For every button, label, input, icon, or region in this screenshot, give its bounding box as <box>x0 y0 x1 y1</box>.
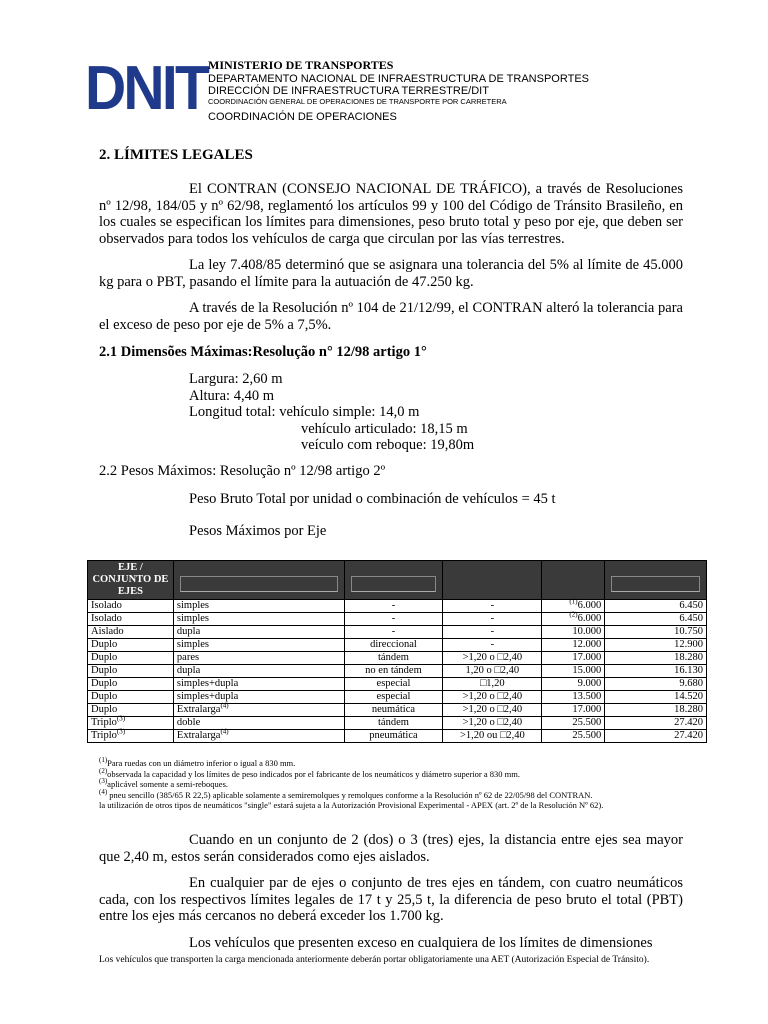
table-cell: especial <box>344 678 443 691</box>
section-title: 2. LÍMITES LEGALES <box>99 147 253 163</box>
footer-note: Los vehículos que transporten la carga mencionada anteriormente deberán portar obligatoriamente una AET (Autorización Especial de Tránsito). <box>99 955 650 965</box>
dimension-length-articulated: vehículo articulado: 18,15 m <box>301 420 468 437</box>
table-cell: >1,20 o □2,40 <box>443 691 542 704</box>
table-cell: 6.450 <box>605 600 707 613</box>
table-footnotes <box>99 758 699 811</box>
footnote: $^{(4)}$ pneu sencillo (385/65 R 22,5) aplicable solamente a semiremolques y remolques conforme a la Resolución nº 62 de 22/05/98 del CONTRAN. <box>99 787 593 800</box>
table-cell: neumática <box>344 704 443 717</box>
department-name: DEPARTAMENTO NACIONAL DE INFRAESTRUCTURA DE TRANSPORTES <box>208 73 589 85</box>
axle-weights-label: Pesos Máximos por Eje <box>189 522 327 539</box>
table-row <box>88 691 707 704</box>
table-cell: - <box>344 613 443 626</box>
subsection-title-weights: 2.2 Pesos Máximos: Resolução nº 12/98 artigo 2º <box>99 462 386 479</box>
table-cell: Triplo$^{(3)}$ <box>88 730 174 743</box>
table-cell: - <box>344 600 443 613</box>
table-cell: tándem <box>344 652 443 665</box>
table-cell: Duplo <box>88 652 174 665</box>
table-cell: 27.420 <box>605 717 707 730</box>
table-row <box>88 730 707 743</box>
dimension-length-simple: Longitud total: vehículo simple: 14,0 m <box>189 404 420 420</box>
table-cell: direccional <box>344 639 443 652</box>
dimensions-list <box>189 371 683 454</box>
table-cell: doble <box>173 717 344 730</box>
coordination-general-name: COORDINACIÓN GENERAL DE OPERACIONES DE TRANSPORTE POR CARRETERA <box>208 97 507 106</box>
table-cell: - <box>443 600 542 613</box>
table-cell: no en tándem <box>344 665 443 678</box>
coordination-name: COORDINACIÓN DE OPERACIONES <box>208 111 397 123</box>
table-cell: especial <box>344 691 443 704</box>
table-cell: Duplo <box>88 639 174 652</box>
table-header-cell <box>542 561 605 600</box>
paragraph: A través de la Resolución nº 104 de 21/12/99, el CONTRAN alteró la tolerancia para el exceso de peso por eje de 5% a 7,5%. <box>99 300 683 333</box>
table-cell: pares <box>173 652 344 665</box>
document-header <box>85 54 725 128</box>
dnit-logo: DNIT <box>85 54 208 123</box>
table-cell: 13.500 <box>542 691 605 704</box>
table-cell: Extralarga$^{(4)}$ <box>173 730 344 743</box>
table-cell: Duplo <box>88 704 174 717</box>
subsection-title-dimensions: 2.1 Dimensões Máximas:Resolução n° 12/98 artigo 1° <box>99 344 427 360</box>
table-cell: tándem <box>344 717 443 730</box>
table-cell: 1,20 o □2,40 <box>443 665 542 678</box>
table-cell: simples <box>173 600 344 613</box>
table-cell: >1,20 o □2,40 <box>443 717 542 730</box>
table-cell: - <box>443 613 542 626</box>
paragraph: En cualquier par de ejes o conjunto de tres ejes en tándem, con cuatro neumáticos cada, con los respectivos límites legales de 17 t y 25,5 t, la diferencia de peso bruto el total (PBT) entre los ejes más cercanos no deberá exceder los 1.700 kg. <box>99 875 683 924</box>
table-header-cell <box>173 561 344 600</box>
table-cell: >1,20 o □2,40 <box>443 652 542 665</box>
table-cell: 12.000 <box>542 639 605 652</box>
table-cell: Duplo <box>88 678 174 691</box>
table-row <box>88 639 707 652</box>
table-cell: Duplo <box>88 691 174 704</box>
table-cell: 18.280 <box>605 704 707 717</box>
table-cell: 9.000 <box>542 678 605 691</box>
table-cell: simples+dupla <box>173 691 344 704</box>
table-cell: >1,20 o □2,40 <box>443 704 542 717</box>
table-cell: 6.450 <box>605 613 707 626</box>
dimension-height: Altura: 4,40 m <box>189 387 274 404</box>
table-cell: Isolado <box>88 613 174 626</box>
table-cell: 27.420 <box>605 730 707 743</box>
table-cell: >1,20 ou □2,40 <box>443 730 542 743</box>
table-cell: simples <box>173 639 344 652</box>
table-cell: Isolado <box>88 600 174 613</box>
table-cell: - <box>443 639 542 652</box>
table-cell: Triplo$^{(3)}$ <box>88 717 174 730</box>
table-row <box>88 678 707 691</box>
table-cell: Aislado <box>88 626 174 639</box>
table-cell: □1,20 <box>443 678 542 691</box>
table-cell: simples+dupla <box>173 678 344 691</box>
table-cell: 10.000 <box>542 626 605 639</box>
paragraph: La ley 7.408/85 determinó que se asignara una tolerancia del 5% al límite de 45.000 kg para o PBT, pasando el límite para la autuación de 47.250 kg. <box>99 257 683 290</box>
table-row <box>88 704 707 717</box>
table-row <box>88 600 707 613</box>
table-cell: 25.500 <box>542 717 605 730</box>
footnote: $^{(2)}$observada la capacidad y los límites de peso indicados por el fabricante de los neumáticos y diámetro superior a 830 mm. <box>99 766 521 779</box>
direction-name: DIRECCIÓN DE INFRAESTRUCTURA TERRESTRE/DIT <box>208 85 489 97</box>
table-header-row <box>88 561 707 600</box>
table-cell: Duplo <box>88 665 174 678</box>
gross-weight-line: Peso Bruto Total por unidad o combinación de vehículos = 45 t <box>189 490 556 507</box>
dimension-width: Largura: 2,60 m <box>189 371 283 387</box>
table-cell: 14.520 <box>605 691 707 704</box>
table-cell: 17.000 <box>542 652 605 665</box>
dimension-length-trailer: veículo com reboque: 19,80m <box>301 437 475 453</box>
main-content <box>99 145 683 554</box>
table-header-cell <box>605 561 707 600</box>
table-cell: - <box>344 626 443 639</box>
table-header-cell: EJE / CONJUNTO DE EJES <box>88 561 174 600</box>
table-cell: 16.130 <box>605 665 707 678</box>
table-body <box>88 597 707 743</box>
table-cell: $^{(2)}$6.000 <box>542 613 605 626</box>
table-cell: dupla <box>173 626 344 639</box>
table-row <box>88 613 707 626</box>
table-header-cell <box>443 561 542 600</box>
table-cell: 12.900 <box>605 639 707 652</box>
table-cell: Extralarga$^{(4)}$ <box>173 704 344 717</box>
table-cell: - <box>443 626 542 639</box>
table-cell: $^{(1)}$6.000 <box>542 600 605 613</box>
table-row <box>88 652 707 665</box>
table-cell: 18.280 <box>605 652 707 665</box>
table-cell: pneumática <box>344 730 443 743</box>
footnote: $^{(1)}$Para ruedas con un diámetro inferior o igual a 830 mm. <box>99 756 296 768</box>
footnote: la utilización de otros tipos de neumáticos "single" estará sujeta a la Autorización Provisional Experimental - APEX (art. 2º de la Resolución Nº 62). <box>99 800 604 810</box>
paragraph: El CONTRAN (CONSEJO NACIONAL DE TRÁFICO), a través de Resoluciones nº 12/98, 184/05 y nº 62/98, reglamentó los artículos 99 y 100 del Código de Tránsito Brasileño, en los cuales se especifican los límites para dimensiones, peso bruto total y peso por eje, que deben ser observados para todos los vehículos de carga que circulan por las vías terrestres. <box>99 181 683 247</box>
main-content-continued <box>99 832 683 951</box>
table-cell: 25.500 <box>542 730 605 743</box>
ministry-name: MINISTERIO DE TRANSPORTES <box>208 58 394 72</box>
table-cell: 9.680 <box>605 678 707 691</box>
table-cell: 17.000 <box>542 704 605 717</box>
table-cell: 10.750 <box>605 626 707 639</box>
table-header-cell <box>344 561 443 600</box>
header-lines <box>208 58 589 125</box>
table-row <box>88 665 707 678</box>
paragraph: Cuando en un conjunto de 2 (dos) o 3 (tres) ejes, la distancia entre ejes sea mayor que 2,40 m, estos serán considerados como ejes aislados. <box>99 832 683 865</box>
table-cell: 15.000 <box>542 665 605 678</box>
paragraph: Los vehículos que presenten exceso en cualquiera de los límites de dimensiones <box>189 934 653 951</box>
axle-weights-table <box>87 560 707 743</box>
table-row <box>88 717 707 730</box>
footnote: $^{(3)}$aplicável somente a semi-reboques. <box>99 777 229 789</box>
table-row <box>88 626 707 639</box>
table-cell: simples <box>173 613 344 626</box>
table-cell: dupla <box>173 665 344 678</box>
